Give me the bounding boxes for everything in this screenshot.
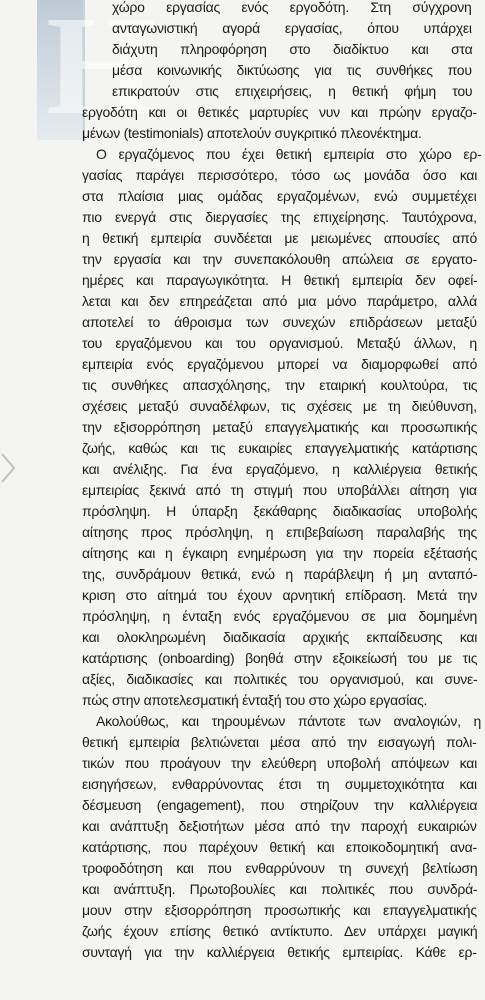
article-line: πιο ενεργά στις διεργασίες της επιχείρησης. Ταυτόχρονα, xyxy=(82,209,477,225)
article-line: ζωής έχουν επίσης θετικό αντίκτυπο. Δεν υπάρχει μαγική xyxy=(82,923,478,939)
article-line: τικών που προάγουν την ελεύθερη υποβολή απόψεων και xyxy=(82,755,477,771)
article-line: την εργασία και την συνεπακόλουθη απώλεια σε εργατο- xyxy=(82,251,477,267)
article-line: εμπειρία ενός εργαζόμενου μπορεί να διαμορφωθεί από xyxy=(82,356,478,372)
article-line: πρόσληψη, η ένταξη ενός εργαζόμενου σε μια δομημένη xyxy=(82,608,478,624)
article-line: σχέσεις μεταξύ συναδέλφων, τις σχέσεις με τη διεύθυνση, xyxy=(82,398,477,414)
article-line: χώρο εργασίας ενός εργοδότη. Στη σύγχρονη xyxy=(112,0,472,15)
article-line: εμπειρίας ξεκινά από τη στιγμή που υποβάλλει αίτηση για xyxy=(82,482,477,498)
article-line: τροφοδότηση και που ενθαρρύνουν τη συνεχή βελτίωση xyxy=(82,860,478,876)
article-line: αίτησης προς πρόσληψη, η επιβεβαίωση παραλαβής της xyxy=(82,524,478,540)
article-line: ζωής, καθώς και τις ευκαιρίες επαγγελματικής κατάρτισης xyxy=(82,440,478,456)
article-line: και ανέλιξης. Για ένα εργαζόμενο, η καλλιέργεια θετικής xyxy=(82,461,478,477)
article-line: Ο εργαζόμενος που έχει θετική εμπειρία στο χώρο ερ- xyxy=(96,146,482,162)
article-line: λεται και δεν επηρεάζεται από μια μόνο παράμετρο, αλλά xyxy=(82,293,477,309)
article-line: Ακολούθως, και τηρουμένων πάντοτε των αναλογιών, η xyxy=(96,713,482,729)
article-line: κατάρτισης, που παρέχουν θετική και εποικοδομητική ανα- xyxy=(82,839,477,855)
article-line: πώς στην αποτελεσματική ένταξή του στο χώρο εργασίας. xyxy=(82,692,428,708)
article-line: τις συνθήκες απασχόλησης, την εταιρική κουλτούρα, τις xyxy=(82,377,478,393)
drop-cap-letter: Η xyxy=(46,0,157,144)
article-line: κατάρτισης (onboarding) βοηθά στην εξοικείωσή του με τις xyxy=(82,650,478,666)
article-line: γασίας παράγει περισσότερο, τόσο ως μονάδα όσο και xyxy=(82,167,478,183)
article-line: του εργαζόμενου και του οργανισμού. Μεταξύ άλλων, η xyxy=(82,335,477,351)
article-line: δέσμευση (engagement), που στηρίζουν την καλλιέργεια xyxy=(82,797,478,813)
article-line: αξίες, διαδικασίες και πολιτικές του οργανισμού, και συνε- xyxy=(82,671,478,687)
article-line: μένων (testimonials) αποτελούν συγκριτικό πλεονέκτημα. xyxy=(82,125,422,141)
article-line: διάχυτη πληροφόρηση στο διαδίκτυο και στα xyxy=(112,41,473,57)
article-line: συνταγή για την καλλιέργεια θετικής εμπειρίας. Κάθε ερ- xyxy=(82,944,477,960)
article-line: εργοδότη και οι θετικές μαρτυρίες νυν και πρώην εργαζο- xyxy=(82,104,477,120)
article-line: πρόσληψη. Η ύπαρξη ξεκάθαρης διαδικασίας υποβολής xyxy=(82,503,478,519)
article-line: αποτελεί το άθροισμα των συνεχών επιδράσεων μεταξύ xyxy=(82,314,477,330)
article-line: και ανάπτυξη δεξιοτήτων μέσα από την παροχή ευκαιριών xyxy=(82,818,477,834)
margin-fold-icon xyxy=(0,448,18,488)
article-line: στα πλαίσια μιας ομάδας εργαζομένων, ενώ συμμετέχει xyxy=(82,188,477,204)
article-line: και ανάπτυξη. Πρωτοβουλίες και πολιτικές που συνδρά- xyxy=(82,881,478,897)
article-line: κριση στο αίτημά του έχουν αρνητική επίδραση. Μετά την xyxy=(82,587,478,603)
article-line: ημέρες και παραγωγικότητα. Η θετική εμπειρία δεν οφεί- xyxy=(82,272,478,288)
article-line: μέσα κοινωνικής δικτύωσης για τις συνθήκες που xyxy=(112,62,472,78)
article-line: και ολοκληρωμένη διαδικασία αρχικής εκπαίδευσης και xyxy=(82,629,478,645)
article-line: αίτησης και η έγκαιρη ενημέρωση για την πορεία εξέτασής xyxy=(82,545,478,561)
article-line: η θετική εμπειρία συνδέεται με μειωμένες απουσίες από xyxy=(82,230,478,246)
article-line: θετική εμπειρία βελτιώνεται μέσα από την εισαγωγή πολι- xyxy=(82,734,477,750)
article-line: μουν στην εξισορρόπηση προσωπικής και επαγγελματικής xyxy=(82,902,477,918)
article-line: την εξισορρόπηση μεταξύ επαγγελματικής και προσωπικής xyxy=(82,419,478,435)
article-line: επικρατούν στις επιχειρήσεις, η θετική φήμη του xyxy=(112,83,473,99)
article-line: της, συνδράμουν θετικά, ενώ η παράβλεψη ή μη ανταπό- xyxy=(82,566,478,582)
article-line: εισηγήσεων, ενθαρρύνοντας έτσι τη συμμετοχικότητα και xyxy=(82,776,477,792)
article-line: ανταγωνιστική αγορά εργασίας, όπου υπάρχει xyxy=(112,20,472,36)
